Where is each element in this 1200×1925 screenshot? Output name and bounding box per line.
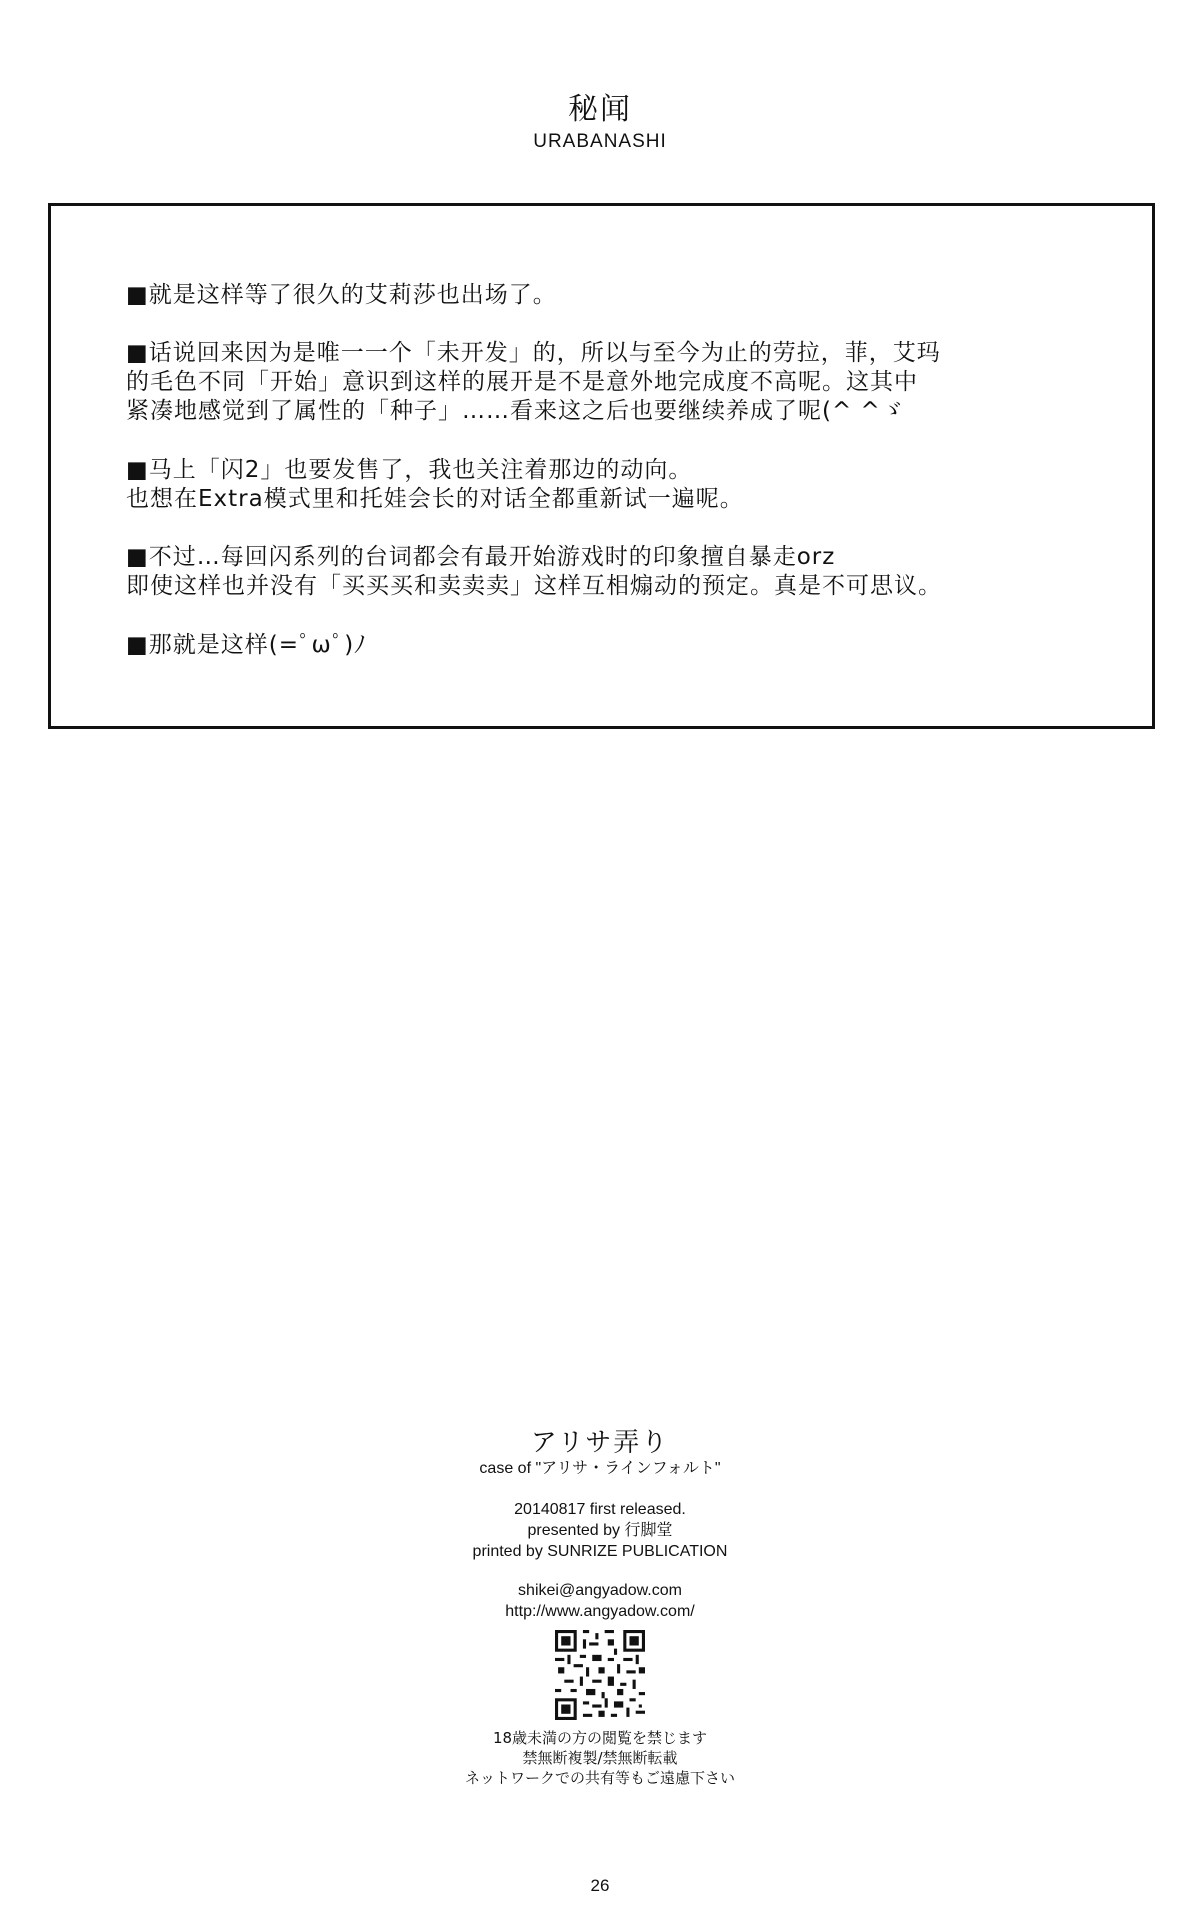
presented-by: presented by 行脚堂 — [527, 1522, 673, 1539]
contact-email: shikei@angyadow.com — [518, 1582, 682, 1599]
afterword-line: ■那就是这样(=ﾟωﾟ)ﾉ — [126, 632, 367, 658]
page-number: 26 — [590, 1876, 610, 1895]
afterword-paragraph — [126, 631, 1106, 660]
afterword-line: 即使这样也并没有「买买买和卖卖卖」这样互相煽动的预定。真是不可思议。 — [126, 573, 942, 599]
page-subtitle: URABANASHI — [533, 131, 667, 152]
notice-line: 禁無断複製/禁無断転載 — [522, 1749, 678, 1767]
case-of-line: case of "アリサ・ラインフォルト" — [479, 1460, 721, 1477]
afterword-paragraph — [126, 281, 1106, 310]
afterword-paragraph — [126, 339, 1106, 426]
colophon — [0, 1428, 1200, 1788]
afterword-line: 也想在Extra模式里和托娃会长的对话全都重新试一遍呢。 — [126, 486, 744, 512]
notice-line: 18歳未満の方の閲覧を禁じます — [492, 1729, 708, 1747]
page-title: 秘闻 — [568, 92, 632, 127]
notice-line: ネットワークでの共有等もご遠慮下さい — [464, 1769, 735, 1787]
release-date: 20140817 first released. — [514, 1501, 686, 1518]
afterword-line: ■不过…每回闪系列的台词都会有最开始游戏时的印象擅自暴走orz — [126, 544, 836, 570]
afterword-line: ■话说回来因为是唯一一个「未开发」的，所以与至今为止的劳拉，菲，艾玛 — [126, 340, 941, 366]
printed-by: printed by SUNRIZE PUBLICATION — [472, 1543, 728, 1560]
afterword-paragraph — [126, 456, 1106, 514]
afterword-line: 紧凑地感觉到了属性的「种子」……看来这之后也要继续养成了呢(^ ^ゞ — [126, 398, 905, 424]
afterword-box — [48, 203, 1155, 729]
website-url: http://www.angyadow.com/ — [505, 1603, 695, 1620]
qr-code-icon — [555, 1630, 645, 1720]
book-title: アリサ弄り — [530, 1428, 670, 1458]
afterword-line: ■马上「闪2」也要发售了，我也关注着那边的动向。 — [126, 457, 693, 483]
afterword-line: ■就是这样等了很久的艾莉莎也出场了。 — [126, 282, 557, 308]
afterword-paragraph — [126, 543, 1106, 601]
afterword-line: 的毛色不同「开始」意识到这样的展开是不是意外地完成度不高呢。这其中 — [126, 369, 918, 395]
page-header — [0, 90, 1200, 154]
